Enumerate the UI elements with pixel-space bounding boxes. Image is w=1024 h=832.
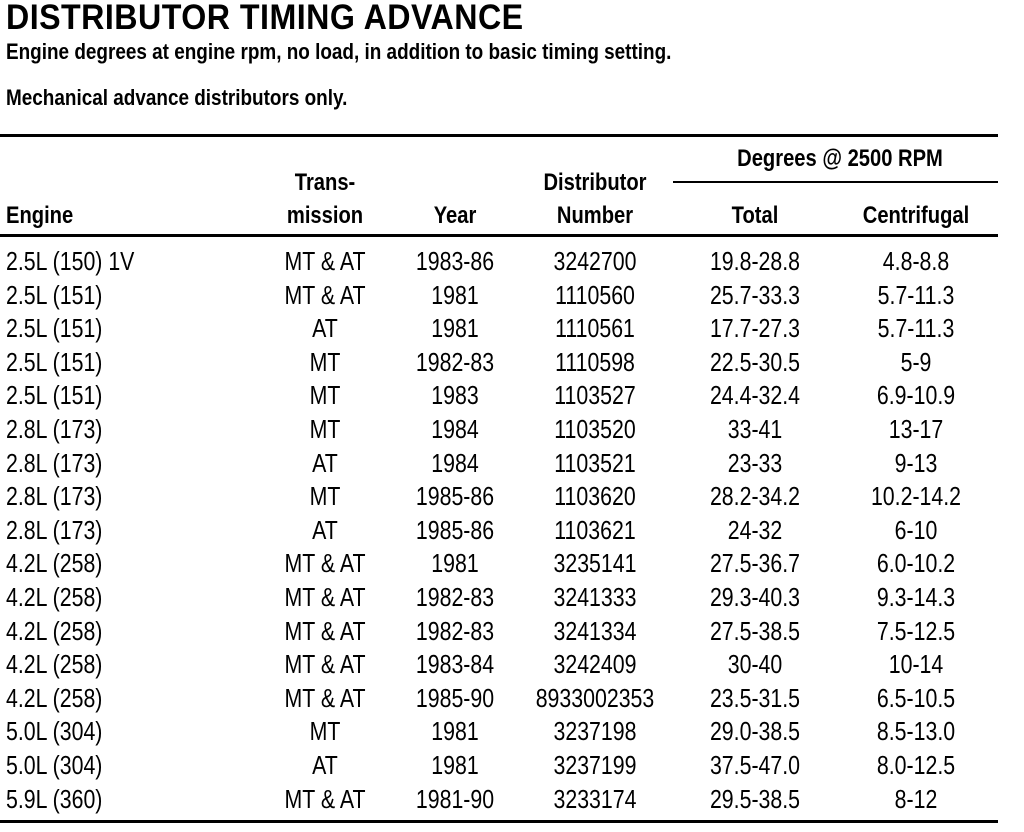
cell-engine: 2.5L (150) 1V [6, 246, 135, 276]
cell-year: 1981 [431, 548, 479, 579]
table-row [0, 749, 1000, 783]
cell-centrifugal: 6.0-10.2 [876, 548, 956, 579]
cell-centrifugal: 9-13 [894, 447, 938, 478]
table-top-rule [0, 134, 998, 137]
cell-total: 28.2-34.2 [709, 481, 801, 512]
cell-total: 24.4-32.4 [709, 380, 801, 411]
cell-distributor: 3233174 [553, 783, 637, 814]
cell-total: 23-33 [727, 447, 783, 478]
cell-year: 1985-86 [415, 481, 495, 512]
cell-centrifugal: 5-9 [900, 346, 932, 377]
cell-total: 27.5-38.5 [709, 615, 801, 646]
cell-year: 1985-86 [415, 514, 495, 545]
subtitle-line-1: Engine degrees at engine rpm, no load, in addition to basic timing setting. [6, 39, 672, 64]
table-row [0, 480, 1000, 514]
cell-distributor: 1103527 [554, 380, 636, 411]
cell-total: 22.5-30.5 [709, 346, 801, 377]
cell-total: 29.3-40.3 [709, 581, 801, 612]
cell-year: 1982-83 [415, 581, 495, 612]
cell-engine: 4.2L (258) [6, 581, 103, 612]
cell-centrifugal: 5.7-11.3 [877, 279, 955, 310]
cell-distributor: 1110598 [555, 346, 635, 377]
cell-year: 1982-83 [415, 346, 495, 377]
table-row [0, 413, 1000, 447]
cell-total: 23.5-31.5 [709, 682, 801, 713]
cell-distributor: 3235141 [553, 548, 637, 579]
table-row [0, 783, 1000, 817]
cell-total: 33-41 [727, 413, 783, 444]
cell-engine: 4.2L (258) [6, 649, 103, 680]
table-row [0, 379, 1000, 413]
cell-distributor: 1103521 [554, 447, 636, 478]
cell-engine: 2.5L (151) [6, 313, 103, 344]
table-row [0, 245, 1000, 279]
cell-total: 30-40 [727, 649, 783, 680]
cell-distributor: 3237199 [553, 749, 637, 780]
cell-transmission: MT & AT [284, 581, 366, 612]
cell-total: 29.0-38.5 [709, 716, 801, 747]
cell-total: 37.5-47.0 [709, 749, 801, 780]
group-header-rule [673, 181, 998, 183]
table-row [0, 715, 1000, 749]
cell-centrifugal: 10-14 [888, 649, 944, 680]
table-row [0, 447, 1000, 481]
cell-engine: 4.2L (258) [6, 615, 103, 646]
cell-distributor: 3242409 [553, 649, 637, 680]
cell-total: 27.5-36.7 [709, 548, 801, 579]
cell-transmission: MT & AT [284, 279, 366, 310]
cell-centrifugal: 6.5-10.5 [876, 682, 956, 713]
table-row [0, 547, 1000, 581]
cell-centrifugal: 8-12 [894, 783, 938, 814]
cell-year: 1981 [431, 716, 479, 747]
table-row [0, 581, 1000, 615]
table-row [0, 514, 1000, 548]
cell-engine: 2.5L (151) [6, 279, 103, 310]
cell-transmission: MT [309, 481, 341, 512]
cell-year: 1981 [431, 749, 479, 780]
cell-distributor: 1110561 [555, 313, 635, 344]
cell-year: 1981-90 [415, 783, 495, 814]
cell-total: 19.8-28.8 [709, 246, 801, 276]
table-row [0, 682, 1000, 716]
cell-year: 1985-90 [415, 682, 495, 713]
cell-engine: 2.5L (151) [6, 380, 103, 411]
page-title: DISTRIBUTOR TIMING ADVANCE [6, 0, 524, 37]
header-centrifugal: Centrifugal [862, 202, 970, 229]
cell-engine: 2.8L (173) [6, 447, 103, 478]
cell-centrifugal: 5.7-11.3 [877, 313, 955, 344]
table-row [0, 312, 1000, 346]
table-row [0, 346, 1000, 380]
cell-transmission: AT [312, 749, 338, 780]
cell-distributor: 1110560 [555, 279, 635, 310]
table-row [0, 615, 1000, 649]
cell-distributor: 1103520 [554, 413, 636, 444]
header-transmission-line1: Trans- [294, 169, 356, 196]
cell-distributor: 3241333 [553, 581, 637, 612]
cell-transmission: MT & AT [284, 548, 366, 579]
cell-centrifugal: 13-17 [888, 413, 944, 444]
table-header-rule [0, 234, 998, 237]
header-distributor-line1: Distributor [543, 169, 647, 196]
table-row [0, 279, 1000, 313]
cell-transmission: AT [312, 447, 338, 478]
cell-centrifugal: 6.9-10.9 [876, 380, 956, 411]
cell-transmission: MT [309, 716, 341, 747]
header-degrees-group: Degrees @ 2500 RPM [737, 145, 943, 172]
header-distributor-line2: Number [556, 202, 634, 229]
header-year: Year [433, 202, 477, 229]
cell-year: 1981 [431, 279, 479, 310]
table-bottom-rule [0, 820, 998, 823]
cell-engine: 2.5L (151) [6, 346, 103, 377]
cell-engine: 4.2L (258) [6, 548, 103, 579]
cell-total: 17.7-27.3 [709, 313, 801, 344]
cell-engine: 4.2L (258) [6, 682, 103, 713]
header-total: Total [731, 202, 779, 229]
cell-centrifugal: 4.8-8.8 [882, 246, 950, 276]
cell-transmission: MT & AT [284, 649, 366, 680]
cell-engine: 5.0L (304) [6, 749, 103, 780]
header-engine: Engine [6, 202, 74, 229]
cell-engine: 2.8L (173) [6, 413, 103, 444]
cell-distributor: 3242700 [553, 246, 637, 276]
cell-distributor: 1103620 [554, 481, 636, 512]
cell-distributor: 3237198 [553, 716, 637, 747]
cell-centrifugal: 6-10 [894, 514, 938, 545]
cell-year: 1981 [431, 313, 479, 344]
cell-centrifugal: 8.0-12.5 [876, 749, 956, 780]
cell-year: 1983 [431, 380, 479, 411]
cell-year: 1984 [431, 413, 479, 444]
cell-engine: 2.8L (173) [6, 514, 103, 545]
cell-distributor: 3241334 [553, 615, 637, 646]
table-row [0, 648, 1000, 682]
header-transmission-line2: mission [286, 202, 364, 229]
cell-transmission: MT & AT [284, 682, 366, 713]
cell-transmission: AT [312, 514, 338, 545]
cell-total: 25.7-33.3 [709, 279, 801, 310]
cell-year: 1983-84 [415, 649, 495, 680]
cell-centrifugal: 7.5-12.5 [876, 615, 956, 646]
cell-transmission: MT [309, 346, 341, 377]
cell-engine: 5.9L (360) [6, 783, 103, 814]
cell-transmission: MT & AT [284, 783, 366, 814]
cell-centrifugal: 8.5-13.0 [876, 716, 956, 747]
cell-transmission: MT [309, 380, 341, 411]
cell-transmission: AT [312, 313, 338, 344]
cell-engine: 5.0L (304) [6, 716, 103, 747]
cell-transmission: MT & AT [284, 615, 366, 646]
cell-centrifugal: 9.3-14.3 [876, 581, 956, 612]
subtitle-line-2: Mechanical advance distributors only. [6, 85, 348, 110]
cell-centrifugal: 10.2-14.2 [870, 481, 962, 512]
cell-transmission: MT [309, 413, 341, 444]
table-body [0, 245, 1000, 816]
cell-distributor: 1103621 [554, 514, 636, 545]
cell-year: 1982-83 [415, 615, 495, 646]
cell-total: 24-32 [727, 514, 783, 545]
cell-year: 1984 [431, 447, 479, 478]
cell-year: 1983-86 [415, 246, 495, 276]
cell-total: 29.5-38.5 [709, 783, 801, 814]
cell-transmission: MT & AT [284, 246, 366, 276]
cell-distributor: 8933002353 [535, 682, 655, 713]
cell-engine: 2.8L (173) [6, 481, 103, 512]
